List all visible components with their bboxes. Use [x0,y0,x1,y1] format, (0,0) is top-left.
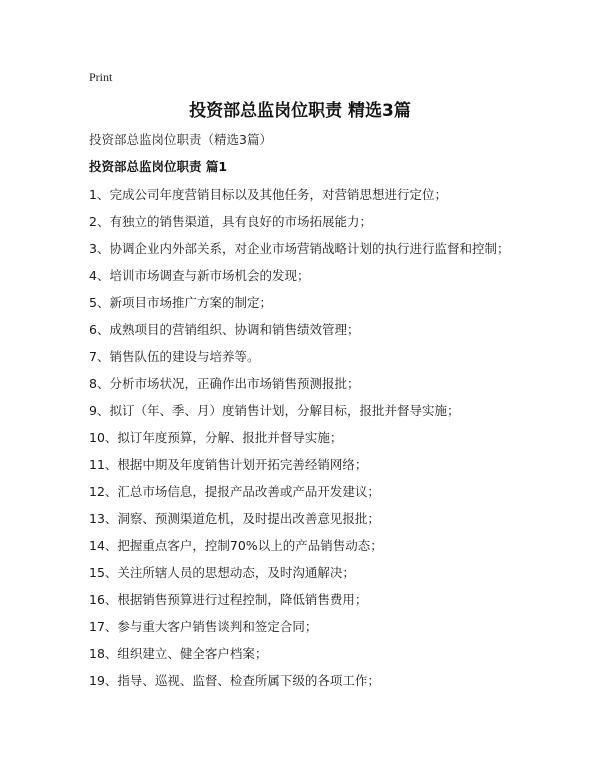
list-item: 12、汇总市场信息，提报产品改善或产品开发建议； [89,484,380,499]
list-item: 11、根据中期及年度销售计划开拓完善经销网络； [89,457,368,472]
document-subtitle: 投资部总监岗位职责（精选3篇） [89,132,272,147]
list-item: 15、关注所辖人员的思想动态，及时沟通解决； [89,565,355,580]
print-label: Print [89,70,113,84]
list-item: 9、拟订（年、季、月）度销售计划，分解目标，报批并督导实施； [89,403,460,418]
list-item: 17、参与重大客户销售谈判和签定合同； [89,619,318,634]
duties-list [89,186,569,699]
list-item: 18、组织建立、健全客户档案； [89,646,268,661]
list-item: 14、把握重点客户，控制70%以上的产品销售动态； [89,538,383,553]
list-item: 13、洞察、预测渠道危机，及时提出改善意见报批； [89,511,380,526]
list-item: 19、指导、巡视、监督、检查所属下级的各项工作； [89,673,380,688]
list-item: 10、拟订年度预算，分解、报批并督导实施； [89,430,343,445]
list-item: 5、新项目市场推广方案的制定； [89,295,272,310]
list-item: 1、完成公司年度营销目标以及其他任务，对营销思想进行定位； [89,187,447,202]
list-item: 4、培训市场调查与新市场机会的发现； [89,268,310,283]
list-item: 2、有独立的销售渠道，具有良好的市场拓展能力； [89,214,372,229]
section-heading: 投资部总监岗位职责 篇1 [89,159,228,174]
list-item: 8、分析市场状况，正确作出市场销售预测报批； [89,376,360,391]
list-item: 3、协调企业内外部关系，对企业市场营销战略计划的执行进行监督和控制； [89,241,510,256]
document-title: 投资部总监岗位职责 精选3篇 [189,101,411,121]
list-item: 16、根据销售预算进行过程控制，降低销售费用； [89,592,368,607]
list-item: 7、销售队伍的建设与培养等。 [89,349,260,364]
list-item: 6、成熟项目的营销组织、协调和销售绩效管理； [89,322,360,337]
